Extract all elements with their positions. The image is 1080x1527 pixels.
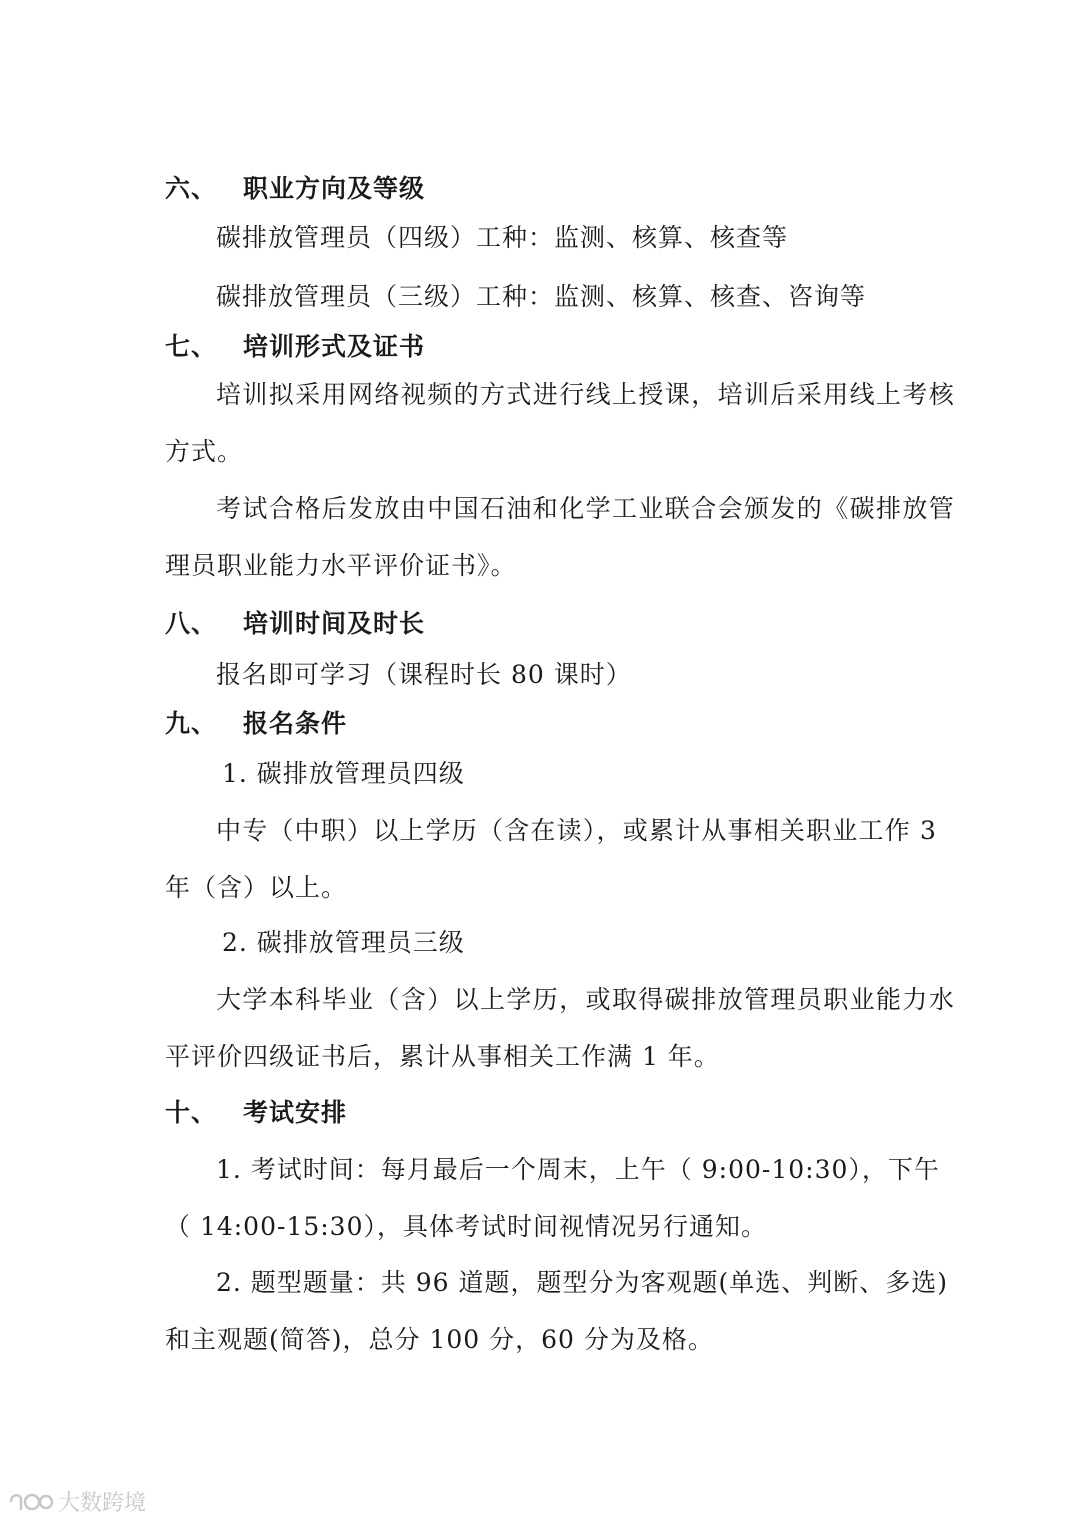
section-title: 培训形式及证书 — [243, 332, 426, 361]
section-number: 九、 — [165, 709, 218, 738]
section-number: 七、 — [165, 332, 218, 361]
paragraph-line: 年（含）以上。 — [165, 873, 348, 902]
section-heading-eight — [165, 607, 425, 641]
section-title: 职业方向及等级 — [243, 174, 426, 203]
section-title: 培训时间及时长 — [243, 609, 426, 638]
paragraph-line: 培训拟采用网络视频的方式进行线上授课，培训后采用线上考核 — [216, 380, 956, 409]
section-number: 六、 — [165, 174, 218, 203]
section-number: 十、 — [165, 1098, 218, 1127]
section-heading-nine — [165, 707, 347, 741]
paragraph-line: 1. 考试时间：每月最后一个周末，上午（ 9:00-10:30），下午 — [216, 1155, 940, 1184]
paragraph-line: 考试合格后发放由中国石油和化学工业联合会颁发的《碳排放管 — [216, 494, 956, 523]
section-heading-six — [165, 172, 425, 206]
paragraph-line: 碳排放管理员（四级）工种：监测、核算、核查等 — [216, 223, 789, 252]
paragraph-line: 报名即可学习（课程时长 80 课时） — [216, 660, 632, 689]
paragraph-line: 平评价四级证书后，累计从事相关工作满 1 年。 — [165, 1042, 720, 1071]
paragraph-line: 和主观题(简答)，总分 100 分，60 分为及格。 — [165, 1325, 714, 1354]
watermark — [8, 1486, 146, 1517]
section-title: 报名条件 — [243, 709, 348, 738]
paragraph-line: （ 14:00-15:30），具体考试时间视情况另行通知。 — [165, 1212, 767, 1241]
list-item-heading: 2. 碳排放管理员三级 — [222, 928, 465, 957]
section-number: 八、 — [165, 609, 218, 638]
paragraph-line: 中专（中职）以上学历（含在读），或累计从事相关职业工作 3 — [216, 816, 938, 845]
section-heading-seven — [165, 330, 425, 364]
section-title: 考试安排 — [243, 1098, 348, 1127]
paragraph-line: 理员职业能力水平评价证书》。 — [165, 551, 517, 580]
paragraph-line: 大学本科毕业（含）以上学历，或取得碳排放管理员职业能力水 — [216, 985, 956, 1014]
watermark-logo-icon — [8, 1490, 54, 1514]
section-heading-ten — [165, 1096, 347, 1130]
paragraph-line: 碳排放管理员（三级）工种：监测、核算、核查、咨询等 — [216, 282, 867, 311]
list-item-heading: 1. 碳排放管理员四级 — [222, 759, 465, 788]
watermark-text: 大数跨境 — [58, 1491, 147, 1516]
paragraph-line: 方式。 — [165, 437, 244, 466]
paragraph-line: 2. 题型题量：共 96 道题，题型分为客观题(单选、判断、多选) — [216, 1268, 949, 1297]
